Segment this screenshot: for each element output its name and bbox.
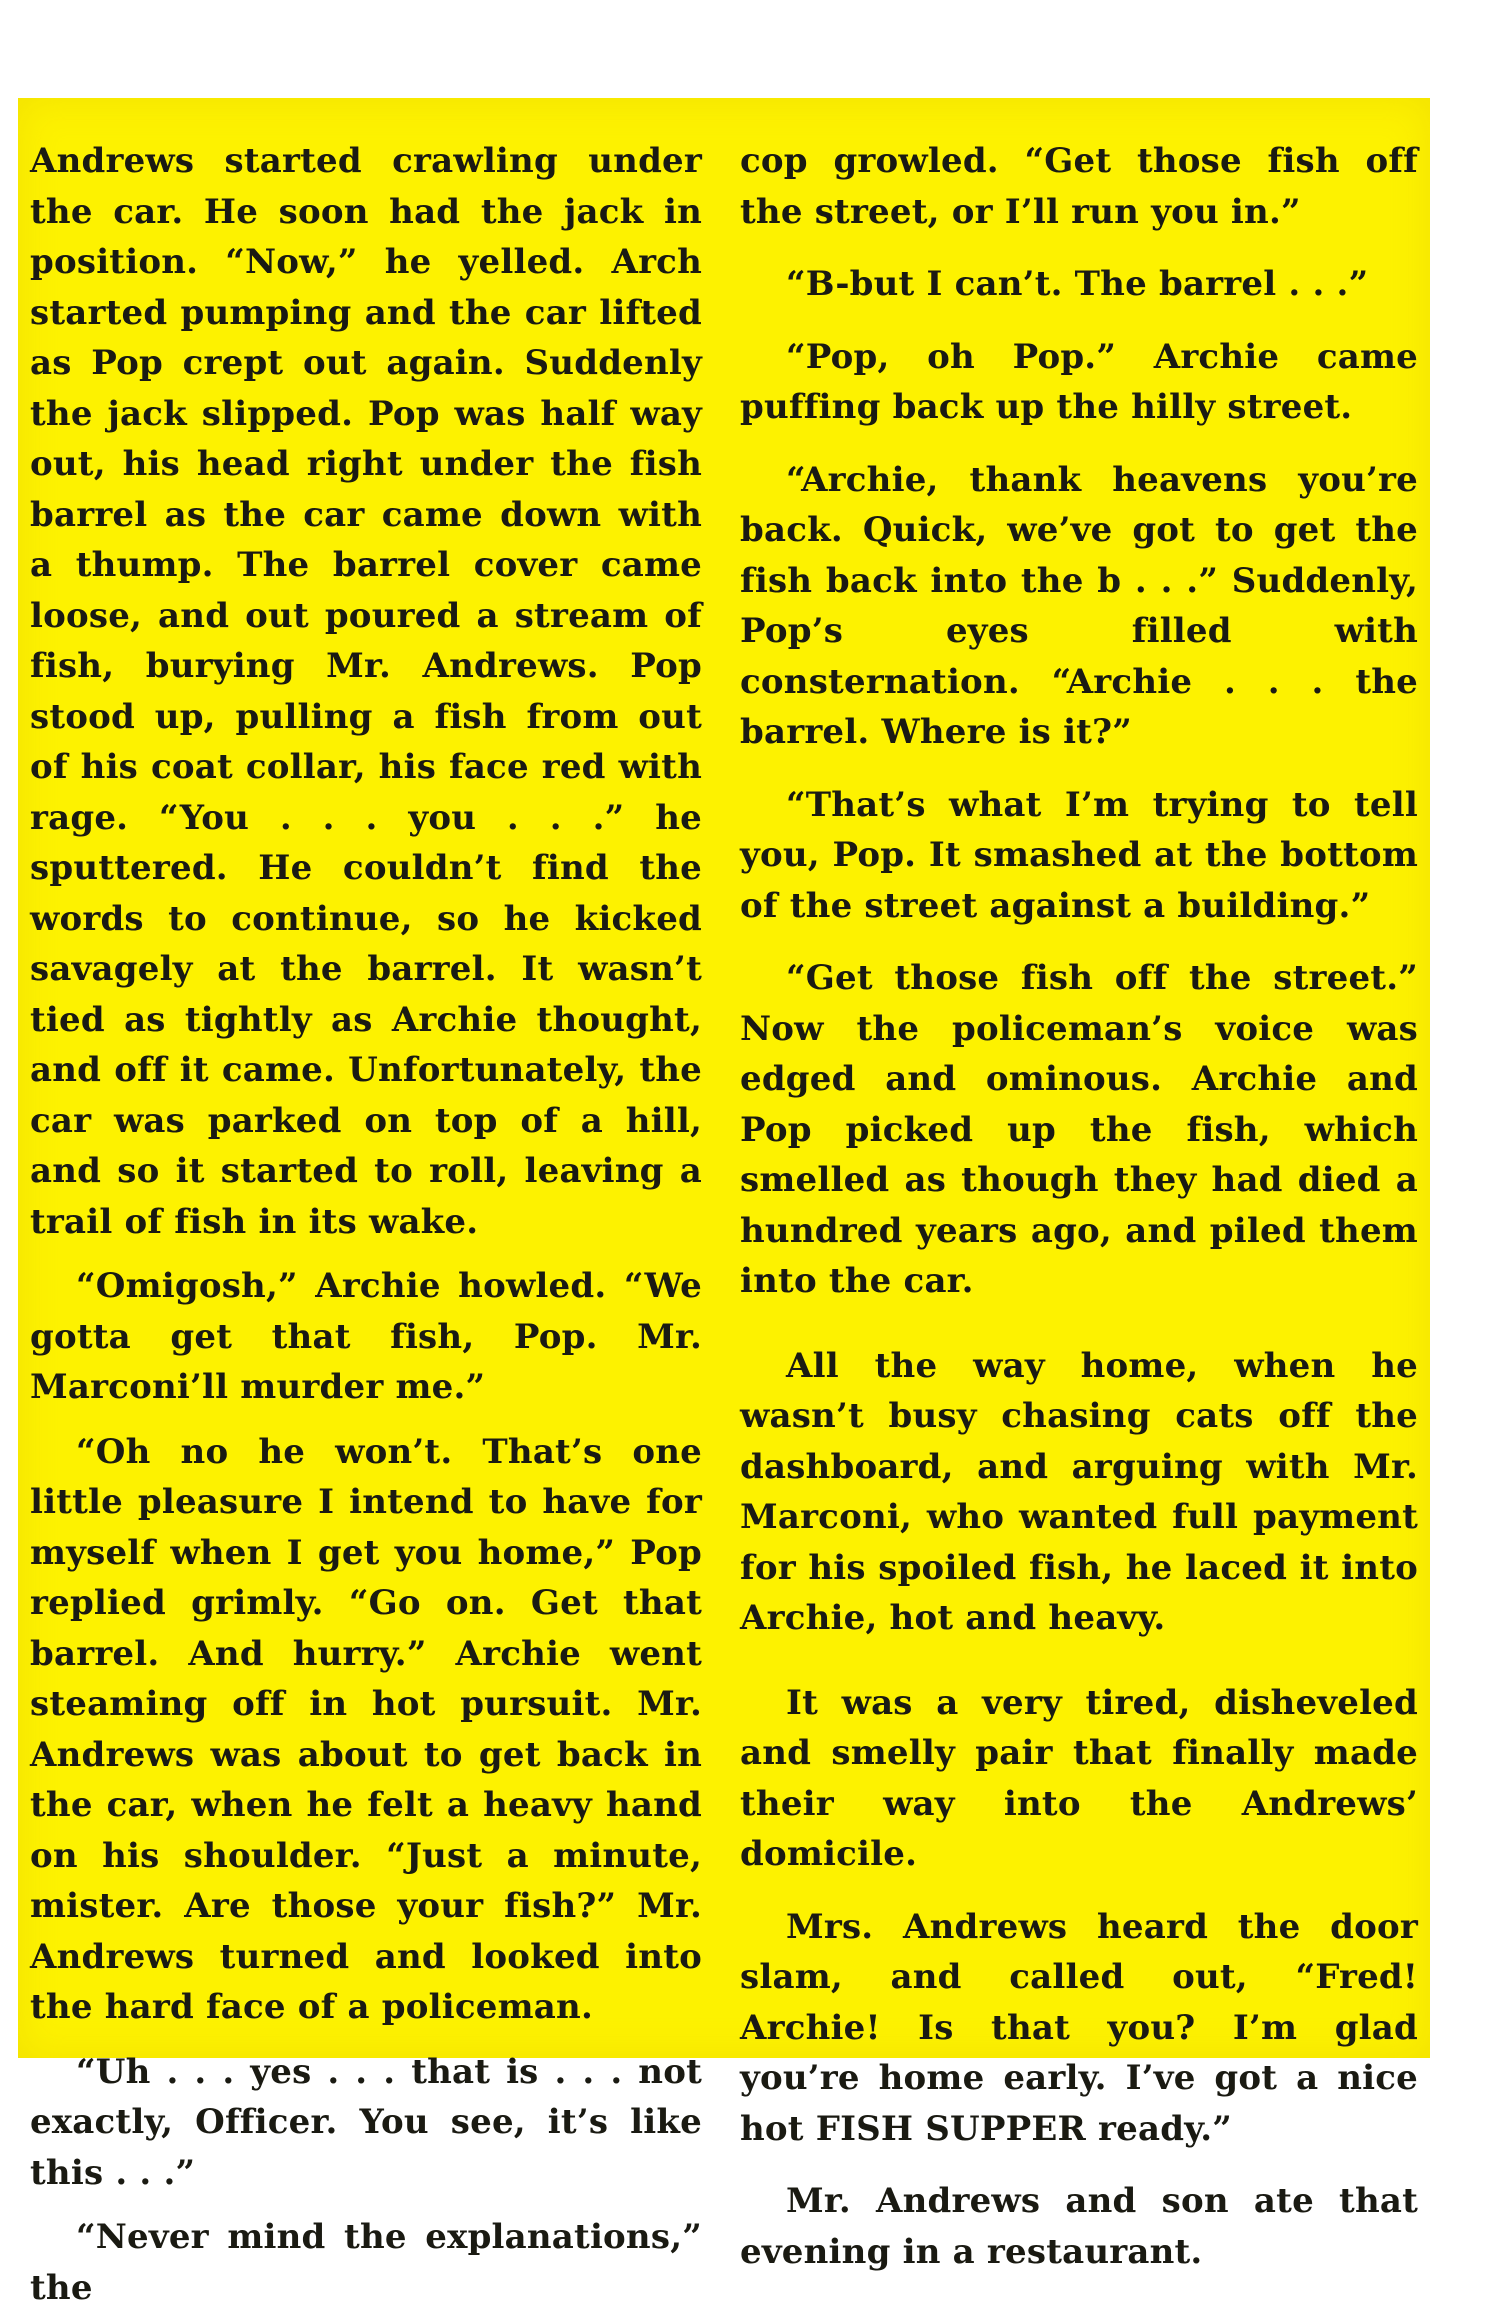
paragraph: cop growled. “Get those fish off the street, or I’ll run you in.” xyxy=(740,141,1418,232)
left-text-column xyxy=(30,136,702,2313)
paragraph: Mrs. Andrews heard the door slam, and called out, “Fred! Archie! Is that you? I’m glad you’re home early. I’ve got a nice hot FISH SUPPER ready.” xyxy=(740,1906,1418,2149)
paragraph: It was a very tired, disheveled and smelly pair that finally made their way into the Andrews’ domicile. xyxy=(740,1682,1418,1874)
paragraph: “Never mind the explanations,” the xyxy=(30,2217,702,2308)
right-text-column xyxy=(740,136,1418,2277)
paragraph: “Get those fish off the street.” Now the policeman’s voice was edged and ominous. Archie and Pop picked up the fish, which smelled as though they had died a hundred years ago, and piled them into the car. xyxy=(740,958,1418,1301)
paragraph: “Omigosh,” Archie howled. “We gotta get that fish, Pop. Mr. Marconi’ll murder me.” xyxy=(30,1266,702,1407)
paragraph: “Pop, oh Pop.” Archie came puffing back up the hilly street. xyxy=(740,336,1418,427)
paragraph: Andrews started crawling under the car. He soon had the jack in position. “Now,” he yelled. Arch started pumping and the car lifted as Pop crept out again. Suddenly the jack slipped. Pop was half way out, his head right under the fish barrel as the car came down with a thump. The barrel cover came loose, and out poured a stream of fish, burying Mr. Andrews. Pop stood up, pulling a fish from out of his coat collar, his face red with rage. “You . . . you . . .” he sputtered. He couldn’t find the words to continue, so he kicked savagely at the barrel. It wasn’t tied as tightly as Archie thought, and off it came. Unfortunately, the car was parked on top of a hill, and so it started to roll, leaving a trail of fish in its wake. xyxy=(30,141,702,1242)
yellow-text-page xyxy=(18,98,1430,2308)
paragraph: “Oh no he won’t. That’s one little pleasure I intend to have for myself when I get you home,” Pop replied grimly. “Go on. Get that barrel. And hurry.” Archie went steaming off in hot pursuit. Mr. Andrews was about to get back in the car, when he felt a heavy hand on his shoulder. “Just a minute, mister. Are those your fish?” Mr. Andrews turned and looked into the hard face of a policeman. xyxy=(30,1431,702,2027)
paragraph: “Archie, thank heavens you’re back. Quick, we’ve got to get the fish back into the b . . .” Suddenly, Pop’s eyes filled with consternation. “Archie . . . the barrel. Where is it?” xyxy=(740,459,1418,752)
paragraph: Mr. Andrews and son ate that evening in a restaurant. xyxy=(740,2181,1418,2272)
paragraph: “B-but I can’t. The barrel . . .” xyxy=(786,264,1369,304)
paragraph: “That’s what I’m trying to tell you, Pop. It smashed at the bottom of the street against a building.” xyxy=(740,784,1418,926)
paragraph: “Uh . . . yes . . . that is . . . not exactly, Officer. You see, it’s like this . . .” xyxy=(30,2051,702,2193)
paragraph: All the way home, when he wasn’t busy chasing cats off the dashboard, and arguing with Mr. Marconi, who wanted full payment for his spoiled fish, he laced it into Archie, hot and heavy. xyxy=(740,1345,1418,1638)
